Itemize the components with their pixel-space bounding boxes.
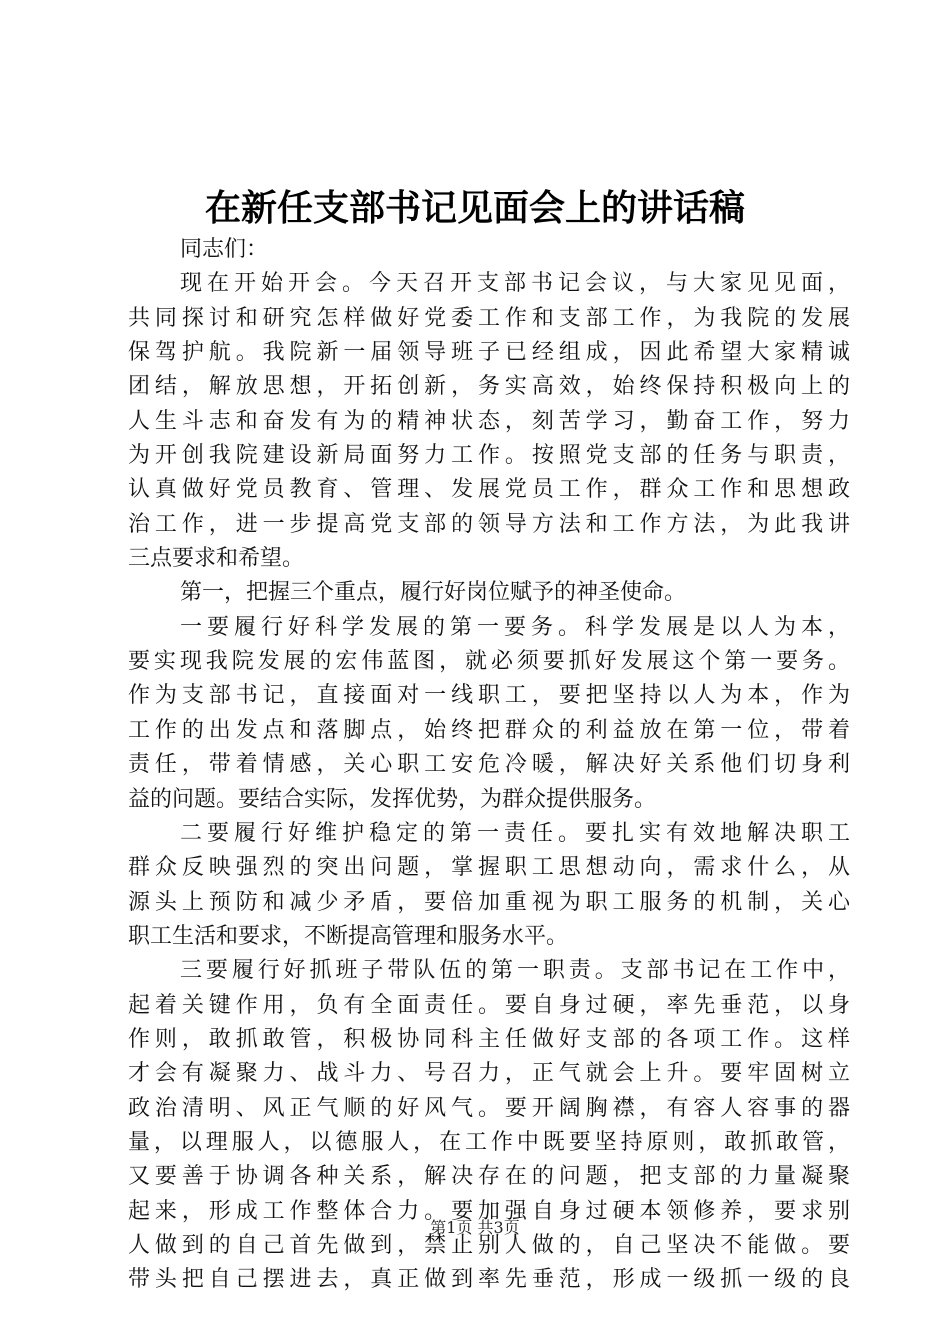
text-line: 起着关键作用，负有全面责任。要自身过硬，率先垂范，以身 xyxy=(128,992,850,1018)
text-line: 二要履行好维护稳定的第一责任。要扎实有效地解决职工 xyxy=(180,820,850,846)
text-line: 又要善于协调各种关系，解决存在的问题，把支部的力量凝聚 xyxy=(128,1164,850,1190)
text-line: 源头上预防和减少矛盾，要倍加重视为职工服务的机制，关心 xyxy=(128,889,850,915)
text-line: 三要履行好抓班子带队伍的第一职责。支部书记在工作中， xyxy=(180,958,850,984)
page-footer: 第1页 共3页 xyxy=(430,1218,520,1237)
text-line: 益的问题。要结合实际，发挥优势，为群众提供服务。 xyxy=(128,786,657,812)
text-line: 工作的出发点和落脚点，始终把群众的利益放在第一位，带着 xyxy=(128,717,850,743)
text-line: 人做到的自己首先做到，禁止别人做的，自己坚决不能做。要 xyxy=(128,1232,850,1258)
text-line: 职工生活和要求，不断提高管理和服务水平。 xyxy=(128,923,569,949)
text-line: 团结，解放思想，开拓创新，务实高效，始终保持积极向上的 xyxy=(128,374,850,400)
text-line: 量，以理服人，以德服人，在工作中既要坚持原则，敢抓敢管， xyxy=(128,1129,850,1155)
text-line: 为开创我院建设新局面努力工作。按照党支部的任务与职责， xyxy=(128,443,850,469)
text-line: 作则，敢抓敢管，积极协同科主任做好支部的各项工作。这样 xyxy=(128,1026,850,1052)
text-line: 要实现我院发展的宏伟蓝图，就必须要抓好发展这个第一要务。 xyxy=(128,649,850,675)
text-line: 保驾护航。我院新一届领导班子已经组成，因此希望大家精诚 xyxy=(128,340,850,366)
text-line: 共同探讨和研究怎样做好党委工作和支部工作，为我院的发展 xyxy=(128,305,850,331)
text-line: 才会有凝聚力、战斗力、号召力，正气就会上升。要牢固树立 xyxy=(128,1061,850,1087)
text-line: 认真做好党员教育、管理、发展党员工作，群众工作和思想政 xyxy=(128,477,850,503)
text-line: 三点要求和希望。 xyxy=(128,546,305,572)
text-line: 起来，形成工作整体合力。要加强自身过硬本领修养，要求别 xyxy=(128,1198,850,1224)
text-line: 一要履行好科学发展的第一要务。科学发展是以人为本， xyxy=(180,614,850,640)
text-line: 同志们： xyxy=(180,237,269,262)
text-line: 带头把自己摆进去，真正做到率先垂范，形成一级抓一级的良 xyxy=(128,1267,850,1293)
text-line: 第一，把握三个重点，履行好岗位赋予的神圣使命。 xyxy=(180,580,687,606)
text-line: 人生斗志和奋发有为的精神状态，刻苦学习，勤奋工作，努力 xyxy=(128,408,850,434)
text-line: 责任，带着情感，关心职工安危冷暖，解决好关系他们切身利 xyxy=(128,752,850,778)
text-line: 治工作，进一步提高党支部的领导方法和工作方法，为此我讲 xyxy=(128,511,850,537)
text-line: 政治清明、风正气顺的好风气。要开阔胸襟，有容人容事的器 xyxy=(128,1095,850,1121)
document-title: 在新任支部书记见面会上的讲话稿 xyxy=(204,187,745,229)
document-body xyxy=(128,233,850,1298)
text-line: 现在开始开会。今天召开支部书记会议，与大家见见面， xyxy=(180,271,850,297)
text-line: 作为支部书记，直接面对一线职工，要把坚持以人为本，作为 xyxy=(128,683,850,709)
text-line: 群众反映强烈的突出问题，掌握职工思想动向，需求什么，从 xyxy=(128,855,850,881)
